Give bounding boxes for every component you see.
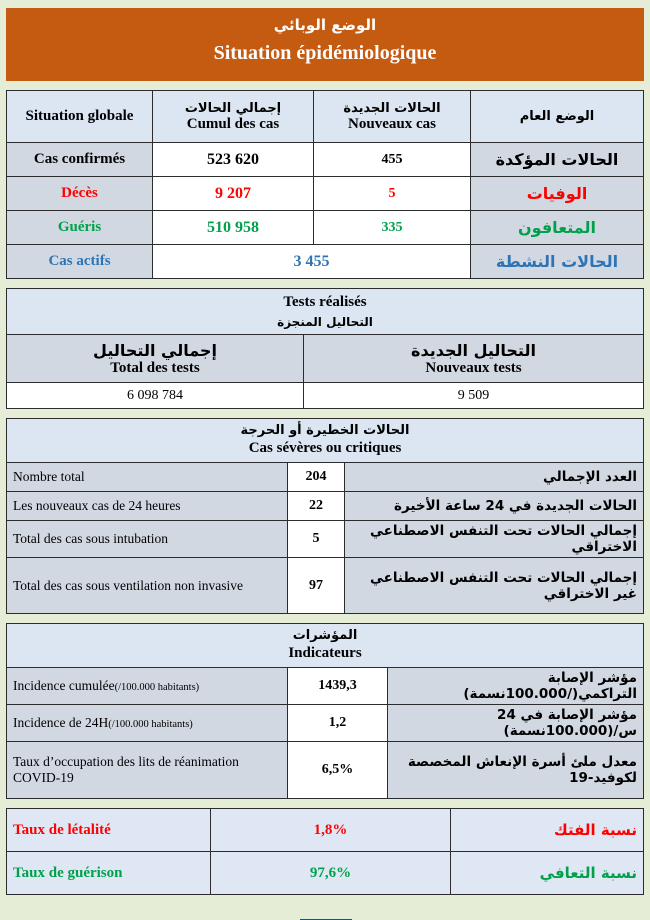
row-label-cas-confirmes: Cas confirmés <box>7 143 153 177</box>
value-nouveaux-cas-confirmes: 455 <box>314 143 471 177</box>
indicator-value-taux-occupation-lits: 6,5% <box>288 742 388 799</box>
severe-label-arabic-ventilation-non-invasive: إجمالي الحالات تحت التنفس الاصطناعي غير الاختراقي <box>345 558 644 614</box>
row-label-gueris: Guéris <box>7 211 153 245</box>
tests-values-row <box>7 383 644 409</box>
table-row <box>7 558 644 614</box>
severe-label-nombre-total: Nombre total <box>7 463 288 492</box>
severe-value-nombre-total: 204 <box>288 463 345 492</box>
table-row <box>7 211 644 245</box>
table-row <box>7 852 644 895</box>
severe-label-ventilation-non-invasive: Total des cas sous ventilation non invasive <box>7 558 288 614</box>
indicator-value-incidence-cumulee: 1439,3 <box>288 668 388 705</box>
banner-title-arabic: الوضع الوبائي <box>273 16 377 34</box>
rate-label-guerison: Taux de guérison <box>7 852 211 895</box>
indicators-caption: المؤشرات Indicateurs <box>7 624 644 668</box>
indicators-caption-row <box>7 624 644 668</box>
row-label-arabic-deces: الوفيات <box>471 177 644 211</box>
header-situation-globale: Situation globale <box>7 91 153 143</box>
banner-title-french: Situation épidémiologique <box>213 42 437 65</box>
rate-value-letalite: 1,8% <box>211 809 451 852</box>
indicator-label-arabic-incidence-24h: مؤشر الإصابة في 24 س/(100.000نسمة) <box>388 705 644 742</box>
value-cumul-cas-confirmes: 523 620 <box>153 143 314 177</box>
table-row <box>7 521 644 558</box>
severe-value-nouveaux-24h: 22 <box>288 492 345 521</box>
table-row-cas-actifs <box>7 245 644 279</box>
table-row <box>7 742 644 799</box>
situation-globale-table <box>6 90 644 279</box>
page-banner <box>6 8 644 81</box>
rate-label-letalite: Taux de létalité <box>7 809 211 852</box>
indicator-label-arabic-taux-occupation-lits: معدل ملئ أسرة الإنعاش المخصصة لكوفيد-19 <box>388 742 644 799</box>
row-label-deces: Décès <box>7 177 153 211</box>
tests-caption-row <box>7 289 644 335</box>
table-row <box>7 177 644 211</box>
value-cas-actifs: 3 455 <box>153 245 471 279</box>
indicator-label-incidence-cumulee: Incidence cumulée(/100.000 habitants) <box>7 668 288 705</box>
table-row <box>7 463 644 492</box>
tests-header-row <box>7 335 644 383</box>
severe-label-arabic-nouveaux-24h: الحالات الجديدة في 24 ساعة الأخيرة <box>345 492 644 521</box>
tests-caption: Tests réalisés التحاليل المنجزة <box>7 289 644 335</box>
severe-caption: الحالات الخطيرة أو الحرجة Cas sévères ou critiques <box>7 419 644 463</box>
row-label-cas-actifs: Cas actifs <box>7 245 153 279</box>
indicator-label-taux-occupation-lits: Taux d’occupation des lits de réanimation COVID-19 <box>7 742 288 799</box>
taux-table <box>6 808 644 895</box>
table-header-row <box>7 91 644 143</box>
header-nouveaux-cas: الحالات الجديدة Nouveaux cas <box>314 91 471 143</box>
header-nouveaux-tests: التحاليل الجديدة Nouveaux tests <box>304 335 644 383</box>
table-row <box>7 668 644 705</box>
rate-value-guerison: 97,6% <box>211 852 451 895</box>
value-nouveaux-gueris: 335 <box>314 211 471 245</box>
indicateurs-table <box>6 623 644 799</box>
severe-caption-row <box>7 419 644 463</box>
table-row <box>7 492 644 521</box>
cas-severes-table <box>6 418 644 614</box>
indicator-value-incidence-24h: 1,2 <box>288 705 388 742</box>
header-total-des-tests: إجمالي التحاليل Total des tests <box>7 335 304 383</box>
table-row <box>7 705 644 742</box>
severe-label-arabic-nombre-total: العدد الإجمالي <box>345 463 644 492</box>
value-cumul-deces: 9 207 <box>153 177 314 211</box>
row-label-arabic-cas-confirmes: الحالات المؤكدة <box>471 143 644 177</box>
indicator-label-incidence-24h: Incidence de 24H(/100.000 habitants) <box>7 705 288 742</box>
severe-value-intubation: 5 <box>288 521 345 558</box>
header-cumul-des-cas: إجمالي الحالات Cumul des cas <box>153 91 314 143</box>
indicator-label-arabic-incidence-cumulee: مؤشر الإصابة التراكمي(/100.000نسمة) <box>388 668 644 705</box>
tests-realises-table <box>6 288 644 409</box>
severe-label-arabic-intubation: إجمالي الحالات تحت التنفس الاصطناعي الاختراقي <box>345 521 644 558</box>
severe-value-ventilation-non-invasive: 97 <box>288 558 345 614</box>
rate-label-arabic-guerison: نسبة التعافي <box>451 852 644 895</box>
row-label-arabic-cas-actifs: الحالات النشطة <box>471 245 644 279</box>
value-nouveaux-deces: 5 <box>314 177 471 211</box>
value-total-des-tests: 6 098 784 <box>7 383 304 409</box>
epidemiological-dashboard <box>0 8 650 920</box>
severe-label-nouveaux-24h: Les nouveaux cas de 24 heures <box>7 492 288 521</box>
value-cumul-gueris: 510 958 <box>153 211 314 245</box>
header-situation-arabic: الوضع العام <box>471 91 644 143</box>
table-row <box>7 809 644 852</box>
rate-label-arabic-letalite: نسبة الفتك <box>451 809 644 852</box>
table-row <box>7 143 644 177</box>
value-nouveaux-tests: 9 509 <box>304 383 644 409</box>
severe-label-intubation: Total des cas sous intubation <box>7 521 288 558</box>
row-label-arabic-gueris: المتعافون <box>471 211 644 245</box>
